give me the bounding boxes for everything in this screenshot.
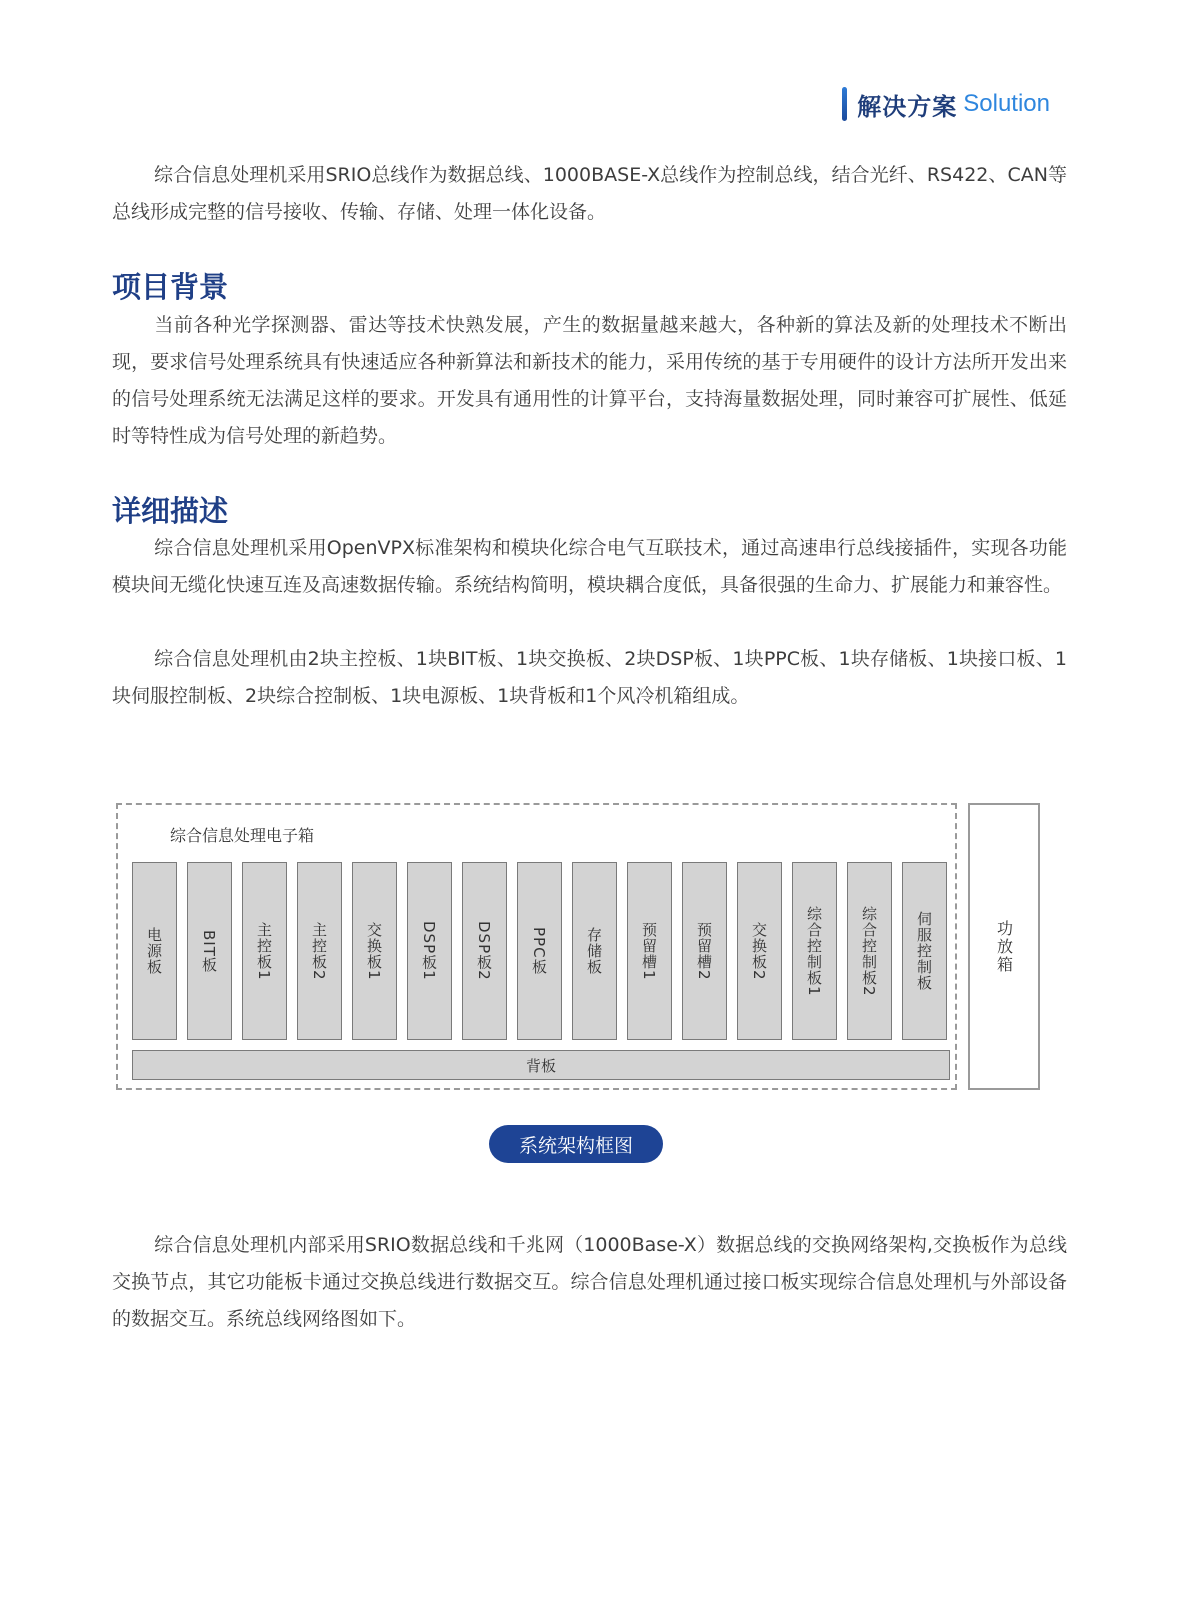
slot-board: 电源板 <box>132 862 177 1040</box>
backplane: 背板 <box>132 1050 950 1080</box>
header-title-zh: 解决方案 <box>857 92 958 121</box>
page-header <box>842 84 1050 124</box>
system-architecture-diagram <box>116 803 1066 1099</box>
intro-paragraph: 综合信息处理机采用SRIO总线作为数据总线、1000BASE-X总线作为控制总线，结合光纤、RS422、CAN等总线形成完整的信号接收、传输、存储、处理一体化设备。 <box>112 164 1067 223</box>
electronics-chassis <box>116 803 957 1090</box>
slot-board: 交换板2 <box>737 862 782 1040</box>
slot-board: 综合控制板2 <box>847 862 892 1040</box>
closing-paragraph: 综合信息处理机内部采用SRIO数据总线和千兆网（1000Base-X）数据总线的交换网络架构,交换板作为总线交换节点，其它功能板卡通过交换总线进行数据交互。综合信息处理机通过接口板实现综合信息处理机与外部设备的数据交互。系统总线网络图如下。 <box>112 1234 1067 1330</box>
slot-board: 伺服控制板 <box>902 862 947 1040</box>
slot-board: 预留槽1 <box>627 862 672 1040</box>
header-accent-bar <box>842 87 847 121</box>
slot-board: BIT板 <box>187 862 232 1040</box>
amplifier-box: 功放箱 <box>968 803 1040 1090</box>
slot-board: 综合控制板1 <box>792 862 837 1040</box>
slot-board: DSP板2 <box>462 862 507 1040</box>
slot-board: 预留槽2 <box>682 862 727 1040</box>
chassis-label: 综合信息处理电子箱 <box>170 826 315 845</box>
slot-board: DSP板1 <box>407 862 452 1040</box>
section-title-background: 项目背景 <box>112 270 229 304</box>
diagram-caption: 系统架构框图 <box>489 1125 663 1163</box>
slot-board: 存储板 <box>572 862 617 1040</box>
description-paragraph-2: 综合信息处理机由2块主控板、1块BIT板、1块交换板、2块DSP板、1块PPC板、1块存储板、1块接口板、1块伺服控制板、2块综合控制板、1块电源板、1块背板和1个风冷机箱组成。 <box>112 648 1067 707</box>
header-title-en: Solution <box>963 90 1050 117</box>
section-title-description: 详细描述 <box>112 494 229 528</box>
background-paragraph: 当前各种光学探测器、雷达等技术快熟发展，产生的数据量越来越大，各种新的算法及新的处理技术不断出现，要求信号处理系统具有快速适应各种新算法和新技术的能力，采用传统的基于专用硬件的设计方法所开发出来的信号处理系统无法满足这样的要求。开发具有通用性的计算平台，支持海量数据处理，同时兼容可扩展性、低延时等特性成为信号处理的新趋势。 <box>112 314 1067 447</box>
slot-board: 主控板1 <box>242 862 287 1040</box>
slot-board: 交换板1 <box>352 862 397 1040</box>
slot-board: 主控板2 <box>297 862 342 1040</box>
description-paragraph-1: 综合信息处理机采用OpenVPX标准架构和模块化综合电气互联技术，通过高速串行总线接插件，实现各功能模块间无缆化快速互连及高速数据传输。系统结构简明，模块耦合度低，具备很强的生命力、扩展能力和兼容性。 <box>112 537 1067 596</box>
slot-board: PPC板 <box>517 862 562 1040</box>
